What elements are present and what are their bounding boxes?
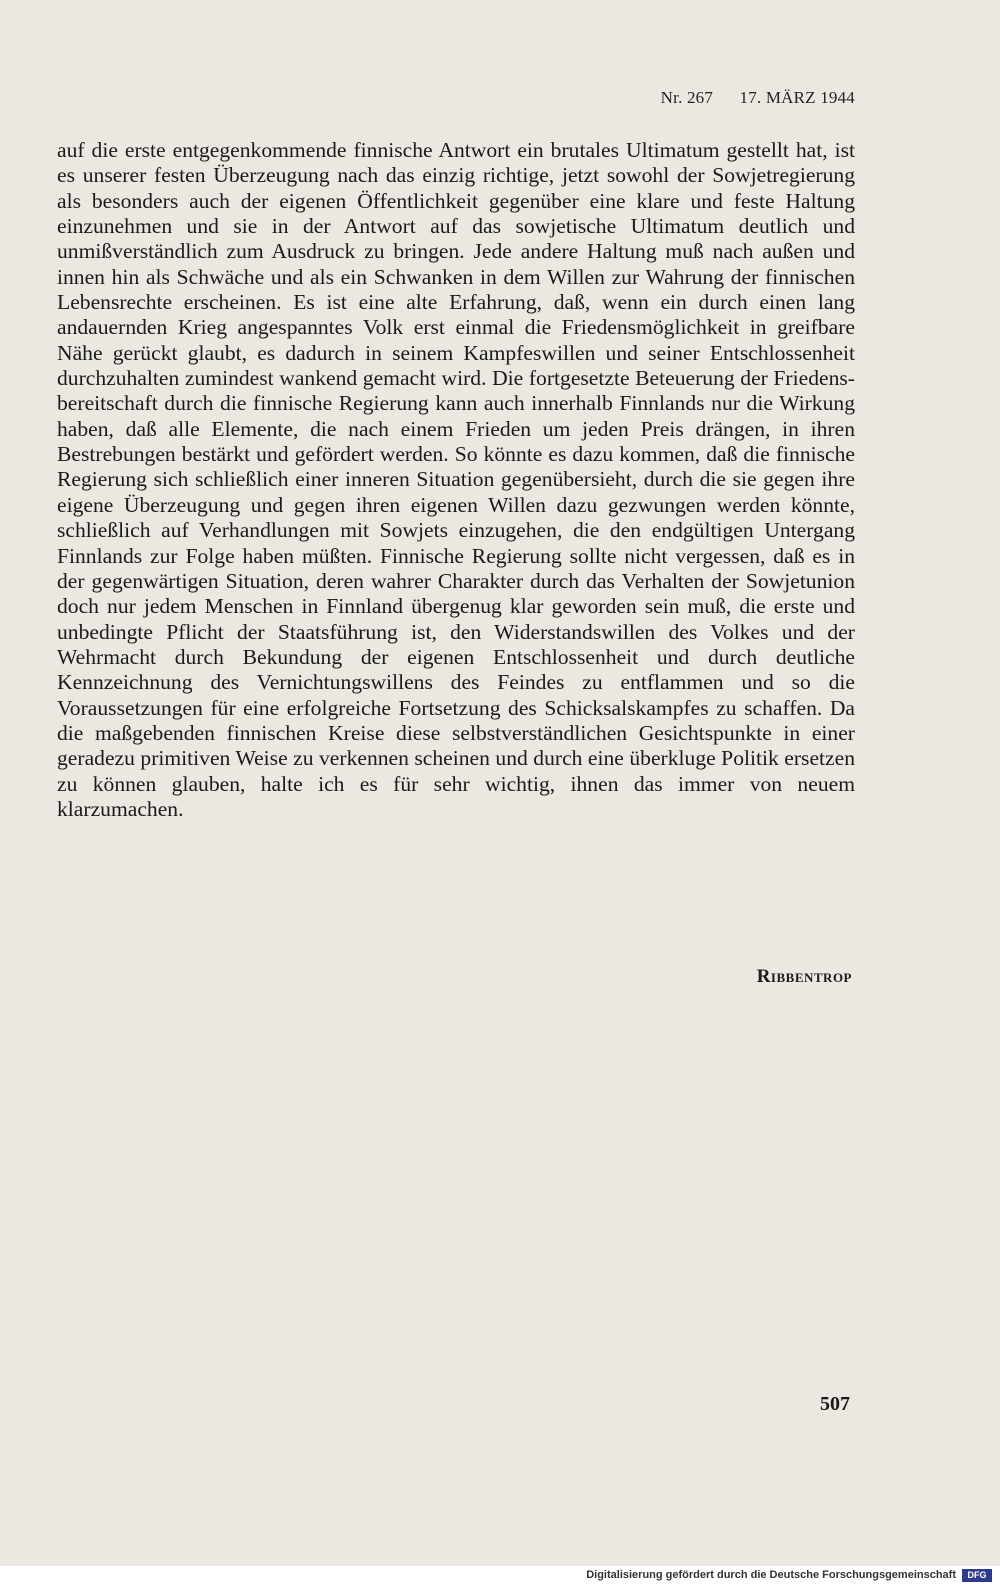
page-number: 507 [820,1393,850,1415]
dfg-logo-icon: DFG [962,1569,992,1582]
document-date: 17. MÄRZ 1944 [739,88,855,107]
funding-note: Digitalisierung gefördert durch die Deutsche Forschungsgemeinschaft [586,1569,956,1581]
signature: Ribbentrop [756,966,852,987]
body-paragraph: auf die erste entgegenkommende finnische Antwort ein brutales Ultimatum gestellt hat, ist es unserer festen Überzeugung nach das einzig richtige, jetzt sowohl der Sowjetregierung als besonders auch der eigenen Öffentlichkeit gegenüber eine klare und feste Haltung einzunehmen und sie in der Antwort auf das sowjetische Ultimatum deutlich und unmißverständlich zum Ausdruck zu bringen. Jede andere Haltung muß nach außen und innen hin als Schwäche und als ein Schwanken in dem Willen zur Wahrung der finnischen Lebensrechte erscheinen. Es ist eine alte Erfahrung, daß, wenn ein durch einen lang andauernden Krieg angespanntes Volk erst einmal die Friedensmöglichkeit in greifbare Nähe gerückt glaubt, es dadurch in seinem Kampfeswillen und seiner Entschlossenheit durchzuhalten zumindest wankend gemacht wird. Die fortgesetzte Beteuerung der Friedensbereitschaft durch die finnische Regierung kann auch innerhalb Finnlands nur die Wirkung haben, daß alle Elemente, die nach einem Frieden um jeden Preis drängen, in ihren Bestrebungen bestärkt und gefördert werden. So könnte es dazu kommen, daß die finnische Regierung sich schließlich einer inneren Situation gegenübersieht, durch die sie gegen ihre eigene Überzeugung und gegen ihren eigenen Willen dazu gezwungen werden könnte, schließlich auf Verhandlungen mit Sowjets einzugehen, die den endgültigen Untergang Finnlands zur Folge haben müßten. Finnische Regierung sollte nicht vergessen, daß es in der gegenwärtigen Situation, deren wahrer Charakter durch das Verhalten der Sowjetunion doch nur jedem Menschen in Finnland übergenug klar geworden sein muß, die erste und unbedingte Pflicht der Staatsführung ist, den Widerstandswillen des Volkes und der Wehrmacht durch Bekundung der eigenen Entschlossenheit und durch deutliche Kennzeichnung des Vernichtungswillens des Feindes zu entflammen und so die Voraussetzungen für eine erfolgreiche Fortsetzung des Schicksalskampfes zu schaffen. Da die maßgebenden finnischen Kreise diese selbstverständlichen Gesichtspunkte in einer geradezu primitiven Weise zu verkennen scheinen und durch eine überkluge Politik ersetzen zu können glauben, halte ich es für sehr wichtig, ihnen das immer von neuem klarzumachen. [57,138,855,821]
running-header [661,88,855,108]
digitization-footer [0,1566,1000,1586]
document-number: Nr. 267 [660,88,714,107]
